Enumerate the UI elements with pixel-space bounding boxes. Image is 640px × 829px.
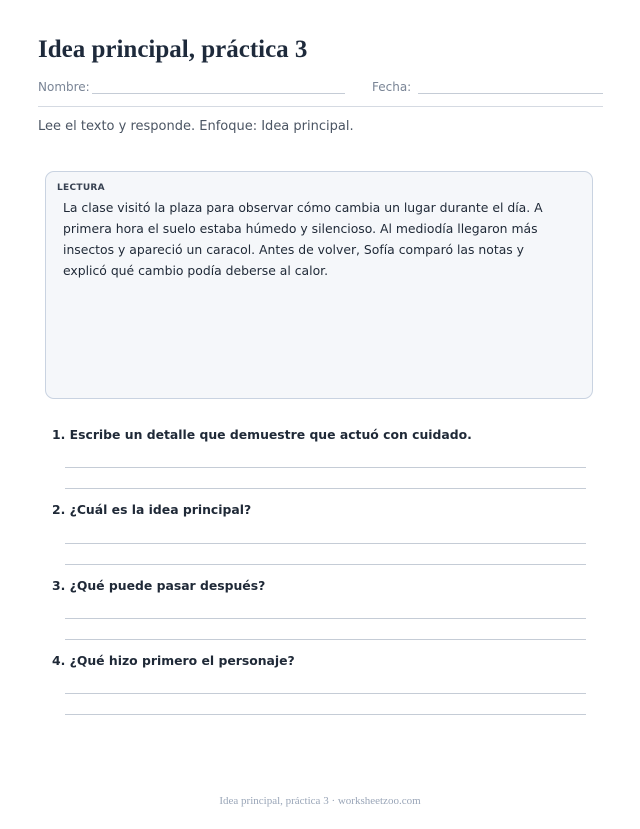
instructions: Lee el texto y responde. Enfoque: Idea principal.	[38, 119, 354, 134]
question-1: 1. Escribe un detalle que demuestre que actuó con cuidado.	[52, 427, 472, 442]
question-2: 2. ¿Cuál es la idea principal?	[52, 502, 252, 517]
question-4: 4. ¿Qué hizo primero el personaje?	[52, 653, 295, 668]
question-3: 3. ¿Qué puede pasar después?	[52, 578, 266, 593]
answer-line[interactable]	[65, 639, 586, 640]
reading-label: LECTURA	[57, 183, 105, 193]
reading-box	[45, 171, 593, 399]
answer-line[interactable]	[65, 693, 586, 694]
worksheet-title: Idea principal, práctica 3	[38, 36, 308, 63]
date-label: Fecha:	[372, 80, 412, 94]
name-field[interactable]	[92, 93, 345, 94]
date-field[interactable]	[418, 93, 603, 94]
answer-line[interactable]	[65, 467, 586, 468]
answer-line[interactable]	[65, 618, 586, 619]
page-footer: Idea principal, práctica 3 · worksheetzoo.com	[219, 795, 421, 807]
name-label: Nombre:	[38, 80, 90, 94]
answer-line[interactable]	[65, 564, 586, 565]
header-divider	[38, 106, 603, 107]
reading-passage: La clase visitó la plaza para observar cómo cambia un lugar durante el día. A primera hora el suelo estaba húmedo y silencioso. Al mediodía llegaron más insectos y apareció un caracol. Antes de volver, Sofía comparó las notas y explicó qué cambio podía deberse al calor.	[63, 200, 543, 278]
answer-line[interactable]	[65, 543, 586, 544]
answer-line[interactable]	[65, 488, 586, 489]
answer-line[interactable]	[65, 714, 586, 715]
